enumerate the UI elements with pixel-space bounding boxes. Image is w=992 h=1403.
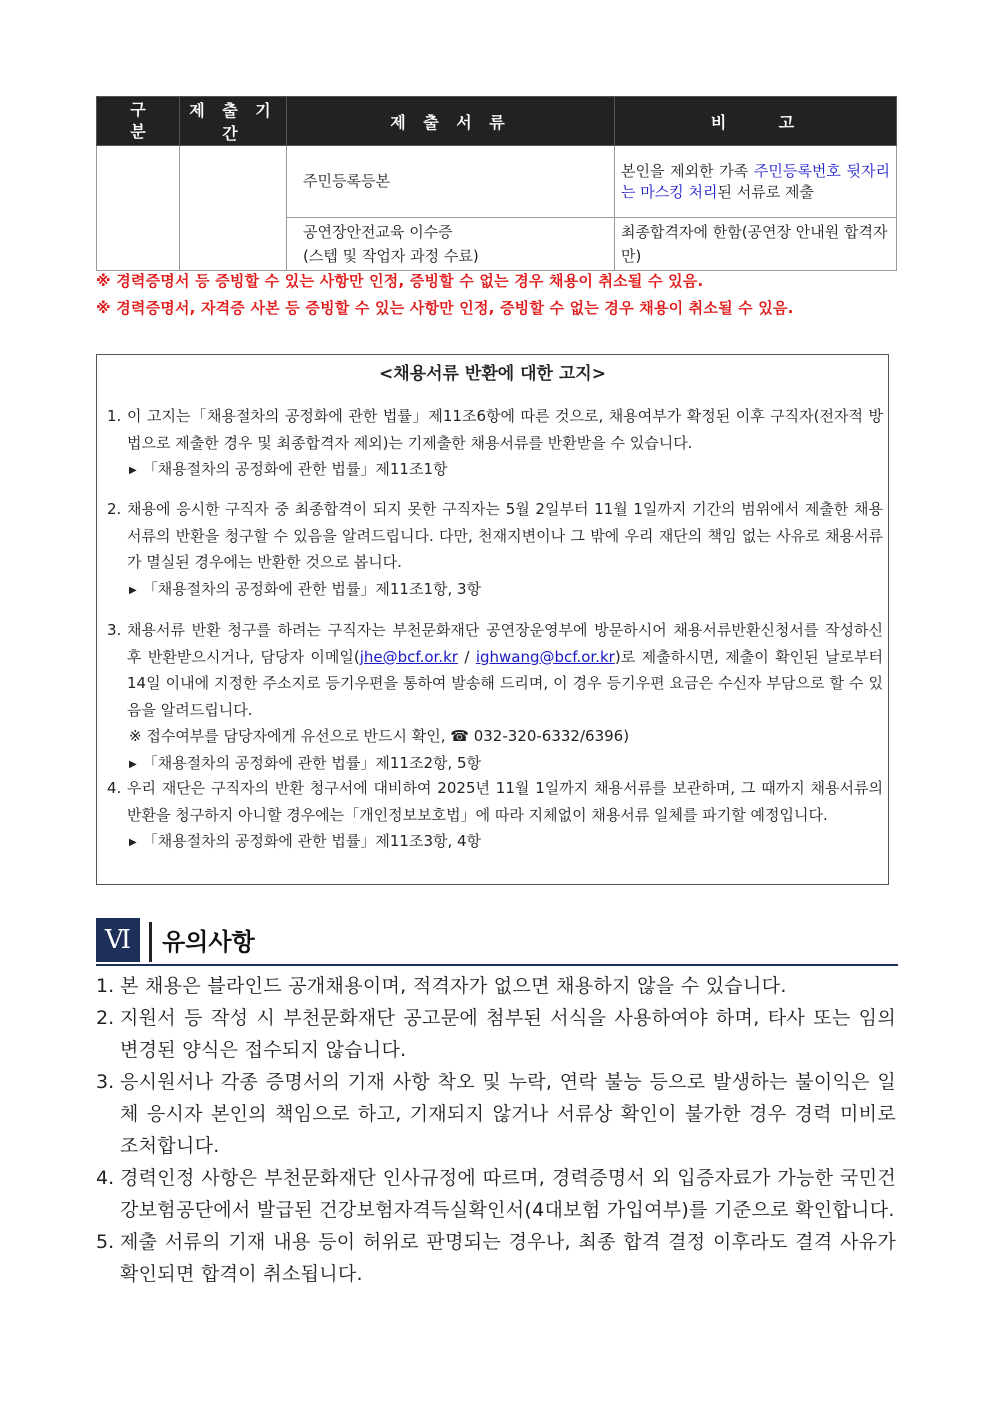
section-heading bbox=[96, 918, 898, 966]
section-title: 유의사항 bbox=[162, 928, 255, 956]
table-row bbox=[97, 146, 897, 218]
category-cell bbox=[97, 146, 180, 271]
list-item: 5. 제출 서류의 기재 내용 등이 허위로 판명되는 경우나, 최종 합격 결정 이후라도 결격 사유가 확인되면 합격이 취소됩니다. bbox=[96, 1231, 896, 1285]
notice-title: <채용서류 반환에 대한 고지> bbox=[379, 364, 606, 384]
law-reference: ▶ 「채용절차의 공정화에 관한 법률」제11조3항, 4항 bbox=[129, 832, 482, 850]
remark-text: 본인을 제외한 가족 bbox=[621, 161, 754, 180]
table-header-row bbox=[97, 97, 897, 146]
warning-line: ※ 경력증명서 등 증빙할 수 있는 사항만 인정, 증빙할 수 없는 경우 채용이 취소될 수 있음. bbox=[96, 272, 704, 290]
item-text: 채용에 응시한 구직자 중 최종합격이 되지 못한 구직자는 5월 2일부터 11월 1일까지 기간의 범위에서 제출한 채용서류의 반환을 청구할 수 있음을 알려드립니다. 다만, 천재지변이나 그 밖에 우리 재단의 책임 없는 사유로 채용서류가 멸실된 경우에는 반환한 것으로 봅니다. bbox=[127, 500, 883, 571]
triangle-bullet-icon: ▶ bbox=[129, 465, 137, 476]
list-item: 4. 경력인정 사항은 부천문화재단 인사규정에 따르며, 경력증명서 외 입증자료가 가능한 국민건강보험공단에서 발급된 건강보험자격득실확인서(4대보험 가입여부)를 기준으로 확인합니다. bbox=[96, 1167, 896, 1221]
document-line: (스텝 및 작업자 과정 수료) bbox=[303, 247, 479, 265]
item-number: 3. bbox=[107, 621, 122, 639]
triangle-bullet-icon: ▶ bbox=[129, 584, 137, 596]
document-line: 공연장안전교육 이수증 bbox=[303, 223, 453, 241]
heading-divider bbox=[149, 922, 152, 962]
law-reference: ▶ 「채용절차의 공정화에 관한 법률」제11조2항, 5항 bbox=[129, 753, 482, 772]
remark-highlight: 주민등록번호 뒷자리는 마스킹 처리 bbox=[621, 161, 890, 201]
notice-item bbox=[107, 617, 883, 779]
item-text: 이 고지는「채용절차의 공정화에 관한 법률」제11조6항에 따른 것으로, 채용여부가 확정된 이후 구직자(전자적 방법으로 제출한 경우 및 최종합격자 제외)는 기제출한 채용서류를 반환받을 수 있습니다. bbox=[127, 407, 883, 452]
period-cell bbox=[180, 146, 287, 271]
header-category: 구 분 bbox=[97, 97, 180, 146]
notice-item bbox=[107, 496, 883, 605]
triangle-bullet-icon: ▶ bbox=[129, 758, 137, 770]
item-number: 1. bbox=[107, 407, 122, 425]
header-documents: 제 출 서 류 bbox=[287, 97, 615, 146]
list-item: 2. 지원서 등 작성 시 부천문화재단 공고문에 첨부된 서식을 사용하여야 하며, 타사 또는 임의 변경된 양식은 접수되지 않습니다. bbox=[96, 1007, 896, 1061]
notice-item bbox=[107, 403, 883, 486]
list-item: 3. 응시원서나 각종 증명서의 기재 사항 착오 및 누락, 연락 불능 등으로 발생하는 불이익은 일체 응시자 본인의 책임으로 하고, 기재되지 않거나 서류상 확인이 불가한 경우 경력 미비로 조처합니다. bbox=[96, 1071, 896, 1157]
remark-text: 된 서류로 제출 bbox=[717, 182, 814, 201]
header-period: 제 출 기 간 bbox=[180, 97, 287, 146]
remark-cell bbox=[615, 146, 897, 218]
email-link-1[interactable]: jhe@bcf.or.kr bbox=[359, 647, 458, 666]
warning-line: ※ 경력증명서, 자격증 사본 등 증빙할 수 있는 사항만 인정, 증빙할 수 없는 경우 채용이 취소될 수 있음. bbox=[96, 299, 794, 317]
header-remarks: 비 고 bbox=[615, 97, 897, 146]
notice-item bbox=[107, 775, 883, 858]
item-text: 채용서류 반환 청구를 하려는 구직자는 부천문화재단 공연장운영부에 방문하시어 채용서류반환신청서를 작성하신 후 반환받으시거나, 담당자 이메일(jhe@bcf.or.kr / ighwang@bcf.or.kr)로 제출하시면, 제출이 확인된 날로부터 14일 이내에 지정한 주소지로 등기우편을 통하여 발송해 드리며, 이 경우 등기우편 요금은 수신자 부담으로 할 수 있음을 알려드립니다. bbox=[127, 621, 883, 719]
return-notice-box bbox=[96, 354, 889, 885]
list-item: 1. 본 채용은 블라인드 공개채용이며, 적격자가 없으면 채용하지 않을 수 있습니다. bbox=[96, 975, 787, 997]
document-cell: 주민등록등본 bbox=[287, 146, 615, 218]
law-reference: ▶ 「채용절차의 공정화에 관한 법률」제11조1항, 3항 bbox=[129, 579, 482, 598]
phone-note: ※ 접수여부를 담당자에게 유선으로 반드시 확인, ☎ 032-320-6332/6396) bbox=[129, 727, 630, 745]
cautions-list bbox=[96, 970, 896, 1290]
law-reference: ▶ 「채용절차의 공정화에 관한 법률」제11조1항 bbox=[129, 460, 448, 478]
document-cell bbox=[287, 218, 615, 271]
submission-table bbox=[96, 96, 897, 271]
remark-cell: 최종합격자에 한함(공연장 안내원 합격자 만) bbox=[615, 218, 897, 271]
item-number: 4. bbox=[107, 779, 122, 797]
email-link-2[interactable]: ighwang@bcf.or.kr bbox=[475, 647, 615, 666]
item-text: 우리 재단은 구직자의 반환 청구서에 대비하여 2025년 11월 1일까지 채용서류를 보관하며, 그 때까지 채용서류의 반환을 청구하지 아니할 경우에는「개인정보보호법」에 따라 지체없이 채용서류 일체를 파기할 예정입니다. bbox=[127, 779, 883, 824]
triangle-bullet-icon: ▶ bbox=[129, 837, 137, 848]
section-number: Ⅵ bbox=[96, 918, 140, 962]
item-number: 2. bbox=[107, 500, 122, 518]
